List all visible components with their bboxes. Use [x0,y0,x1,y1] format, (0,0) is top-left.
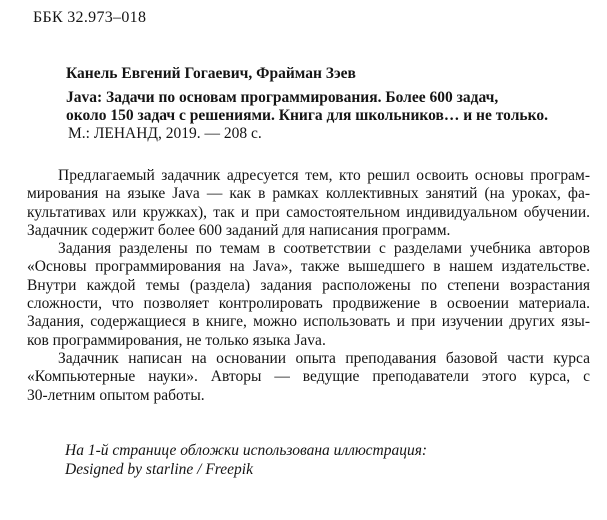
book-header [66,65,591,143]
publication-info: М.: ЛЕНАНД, 2019. — 208 с. [68,125,262,142]
book-title-line-1: Java: Задачи по основам программирования. Более 600 задач, [66,89,499,106]
bbk-classification-code: ББК 32.973–018 [33,9,147,26]
cover-credit-line-2: Designed by starline / Freepik [65,461,253,478]
cover-illustration-credit [65,441,545,479]
annotation-line: Предлагаемый задачник адресуется тем, кто решил освоить основы програм- [58,167,590,184]
annotation-paragraph-2 [27,240,590,350]
annotation-line: ков программирования, не только языка Java. [27,331,326,349]
annotation-line: сложности, что позволяет контролировать продвижение в освоении материала. [27,295,590,313]
annotation-line: «Основы программирования на Java», также вышедшего в нашем издательстве. [27,258,590,276]
annotation-paragraph-1 [27,167,590,240]
annotation-line: Задания, содержащиеся в книге, можно использовать и при изучении других язы- [27,313,590,331]
annotation-line: мирования на языке Java — как в рамках коллективных занятий (на уроках, фа- [27,185,590,203]
annotation-line: «Компьютерные науки». Авторы — ведущие преподаватели этого курса, с [27,368,590,386]
annotation-line: культативах или кружках), так и при самостоятельном индивидуальном обучении. [27,203,590,221]
annotation-text [27,167,590,405]
annotation-line: Задачник содержит более 600 заданий для написания программ. [27,221,451,239]
annotation-line: Задания разделены по темам в соответствии с разделами учебника авторов [58,240,590,258]
annotation-line: 30-летним опытом работы. [27,386,205,404]
annotation-line: Задачник написан на основании опыта преподавания базовой части курса [58,349,590,367]
cover-credit-line-1: На 1-й странице обложки использована иллюстрация: [65,442,428,459]
annotation-line: Внутри каждой темы (раздела) задания расположены по степени возрастания [27,276,590,294]
annotation-paragraph-3 [27,350,590,405]
authors-line: Канель Евгений Гогаевич, Фрайман Зэев [66,65,356,82]
book-title [66,89,591,125]
book-title-line-2: около 150 задач с решениями. Книга для школьников… и не только. [66,107,548,124]
